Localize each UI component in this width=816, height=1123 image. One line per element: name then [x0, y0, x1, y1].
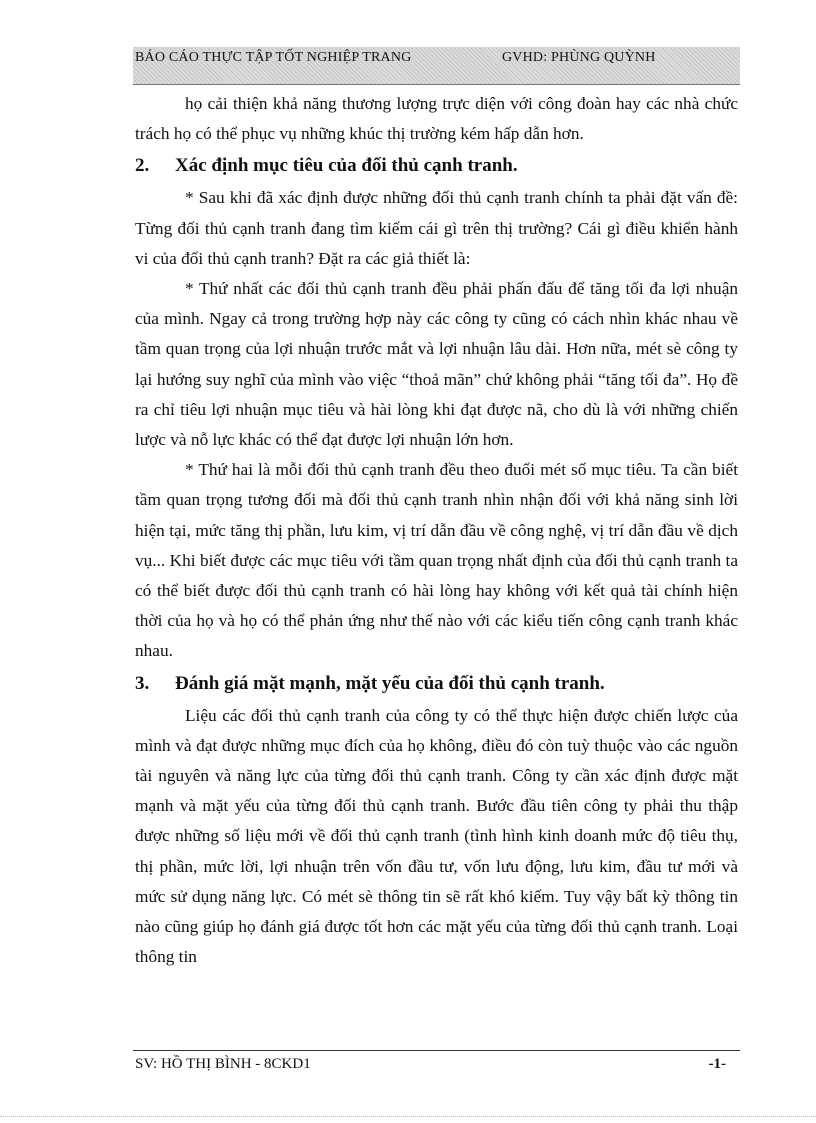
section-heading-2: [135, 149, 738, 183]
section-heading-3: [135, 667, 738, 701]
section-number-3: 3.: [135, 672, 150, 694]
page-number: -1-: [708, 1056, 726, 1072]
page-header: [133, 47, 740, 85]
footer-student: SV: HỒ THỊ BÌNH - 8CKD1: [135, 1056, 311, 1072]
paragraph-2: * Sau khi đã xác định được những đối thủ cạnh tranh chính ta phải đặt vấn đề: Từng đối thủ cạnh tranh đang tìm kiếm cái gì trên thị trường? Cái gì điều khiển hành vi của đối thủ cạnh tranh? Đặt ra các giả thiết là:: [135, 188, 738, 268]
section-title-2: Xác định mục tiêu của đối thủ cạnh tranh.: [175, 155, 518, 177]
section-number-2: 2.: [135, 155, 150, 177]
paragraph-1: họ cải thiện khả năng thương lượng trực diện với công đoàn hay các nhà chức trách họ có thể phục vụ những khúc thị trường kém hấp dẫn hơn.: [135, 94, 738, 144]
section-title-3: Đánh giá mặt mạnh, mặt yếu của đối thủ cạnh tranh.: [175, 672, 605, 694]
page-bottom-dotted-line: [0, 1116, 816, 1117]
footer-divider: [133, 1050, 740, 1051]
paragraph-5: Liệu các đối thủ cạnh tranh của công ty có thể thực hiện được chiến lược của mình và đạt được những mục đích của họ không, điều đó còn tuỳ thuộc vào các nguồn tài nguyên và năng lực của từng đối thủ cạnh tranh. Công ty cần xác định được mặt mạnh và mặt yếu của từng đối thủ cạnh tranh. Bước đầu tiên công ty phải thu thập được những số liệu mới về đối thủ cạnh tranh (tình hình kinh doanh mức độ tiêu thụ, thị phần, mức lời, lợi nhuận trên vốn đầu tư, vốn lưu động, lưu kim, đầu tư mới và mức sử dụng năng lực. Có mét sè thông tin sẽ rất khó kiếm. Tuy vậy bất kỳ thông tin nào cũng giúp họ đánh giá được tốt hơn các mặt yếu của từng đối thủ cạnh tranh. Loại thông tin: [135, 705, 738, 967]
header-supervisor: GVHD: PHÙNG QUỲNH: [502, 50, 656, 65]
page-body: [135, 89, 738, 972]
header-report-title: BÁO CÁO THỰC TẬP TỐT NGHIỆP TRANG: [135, 50, 412, 65]
paragraph-4: * Thứ hai là mỗi đối thủ cạnh tranh đều theo đuổi mét số mục tiêu. Ta cần biết tầm quan trọng tương đối mà đối thủ cạnh tranh nhìn nhận đối với khả năng sinh lời hiện tại, mức tăng thị phần, lưu kim, vị trí dẫn đầu về công nghệ, vị trí dẫn đầu về dịch vụ... Khi biết được các mục tiêu với tầm quan trọng nhất định của đối thủ cạnh tranh ta có thể biết được đối thủ cạnh tranh có hài lòng hay không với kết quả tài chính hiện thời của họ và họ có thể phản ứng như thế nào với các kiểu tiến công cạnh tranh khác nhau.: [135, 460, 738, 661]
paragraph-3: * Thứ nhất các đối thủ cạnh tranh đều phải phấn đấu để tăng tối đa lợi nhuận của mình. Ngay cả trong trường hợp này các công ty cũng có cách nhìn khác nhau về tầm quan trọng của lợi nhuận trước mắt và lợi nhuận lâu dài. Hơn nữa, mét sè công ty lại hướng suy nghĩ của mình vào việc “thoả mãn” chứ không phải “tăng tối đa”. Họ đề ra chỉ tiêu lợi nhuận mục tiêu và hài lòng khi đạt được nã, cho dù là với những chiến lược và nỗ lực khác có thể đạt được lợi nhuận lớn hơn.: [135, 279, 738, 450]
